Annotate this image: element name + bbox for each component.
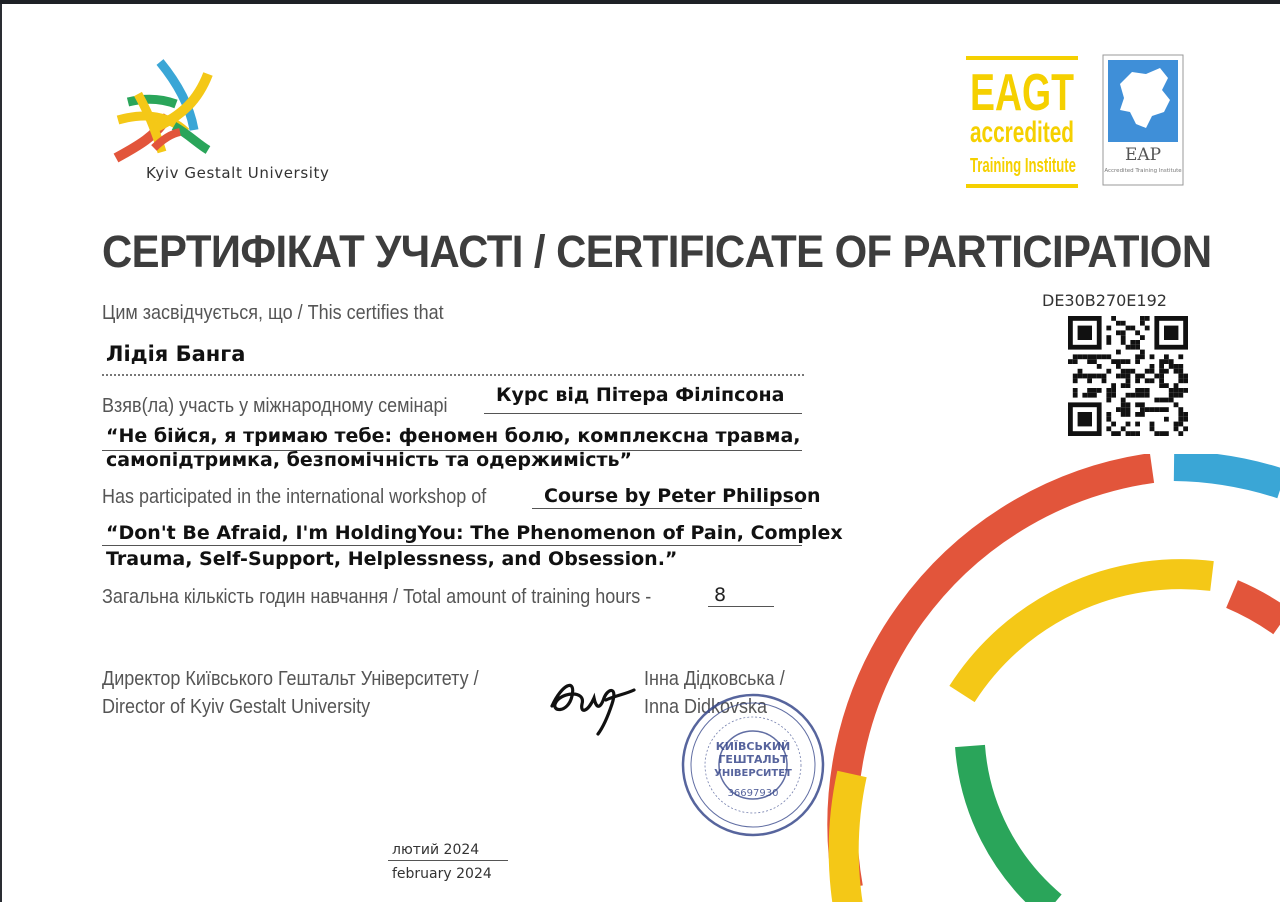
participated-en-label: Has participated in the international workshop of [102,486,487,508]
eagt-line3: Training Institute [970,155,1076,177]
eagt-line2: accredited [970,116,1074,149]
stamp-line1: КИЇВСЬКИЙ [715,740,791,753]
hours-label: Загальна кількість годин навчання / Total amount of training hours - [102,586,652,608]
eap-logo [1102,54,1184,186]
hours-value: 8 [714,584,727,606]
eap-subtitle: Accredited Training Institute [1104,168,1182,174]
certificate-code: DE30B270E192 [1042,291,1167,310]
eagt-accredited-logo [966,56,1078,188]
workshop-ua-line1: “Не бійся, я тримаю тебе: феномен болю, комплексна травма, [106,425,801,447]
certificate-title: СЕРТИФІКАТ УЧАСТІ / CERTIFICATE OF PARTICIPATION [102,226,1212,277]
course-ua-underline [484,413,802,414]
certifies-label: Цим засвідчується, що / This certifies that [102,302,444,324]
director-en: Director of Kyiv Gestalt University [102,696,371,718]
handwritten-signature [542,664,642,739]
director-name-en: Inna Didkovska [644,696,768,718]
workshop-en-line1: “Don't Be Afraid, I'm HoldingYou: The Phenomenon of Pain, Complex [106,522,843,544]
workshop-en-underline [102,545,802,546]
workshop-ua-line2: самопідтримка, безпомічність та одержимість” [106,449,633,471]
stamp-line2: ГЕШТАЛЬТ [718,753,788,766]
recipient-dotted-line [102,374,804,376]
participated-ua-label: Взяв(ла) участь у міжнародному семінарі [102,395,448,417]
course-ua: Курс від Пітера Філіпсона [496,384,785,406]
date-underline [388,860,508,861]
date-en: february 2024 [392,866,492,882]
course-en-underline [532,508,802,509]
hours-underline [708,606,774,607]
director-name-ua: Інна Дідковська / [644,668,785,690]
director-ua: Директор Київського Гештальт Університету / [102,668,479,690]
qr-code [1068,316,1188,436]
certificate-page [0,4,1280,902]
course-en: Course by Peter Philipson [544,485,821,507]
stamp-number: 36697930 [727,788,779,799]
workshop-en-line2: Trauma, Self-Support, Helplessness, and Obsession.” [106,548,678,570]
eagt-line1: EAGT [970,64,1075,122]
university-name: Kyiv Gestalt University [146,164,330,182]
date-ua: лютий 2024 [392,842,480,858]
recipient-name: Лідія Банга [106,342,246,366]
stamp-line3: УНІВЕРСИТЕТ [714,768,792,779]
decorative-rings [822,454,1280,902]
eap-abbr: EAP [1124,145,1162,165]
official-stamp [678,690,828,840]
